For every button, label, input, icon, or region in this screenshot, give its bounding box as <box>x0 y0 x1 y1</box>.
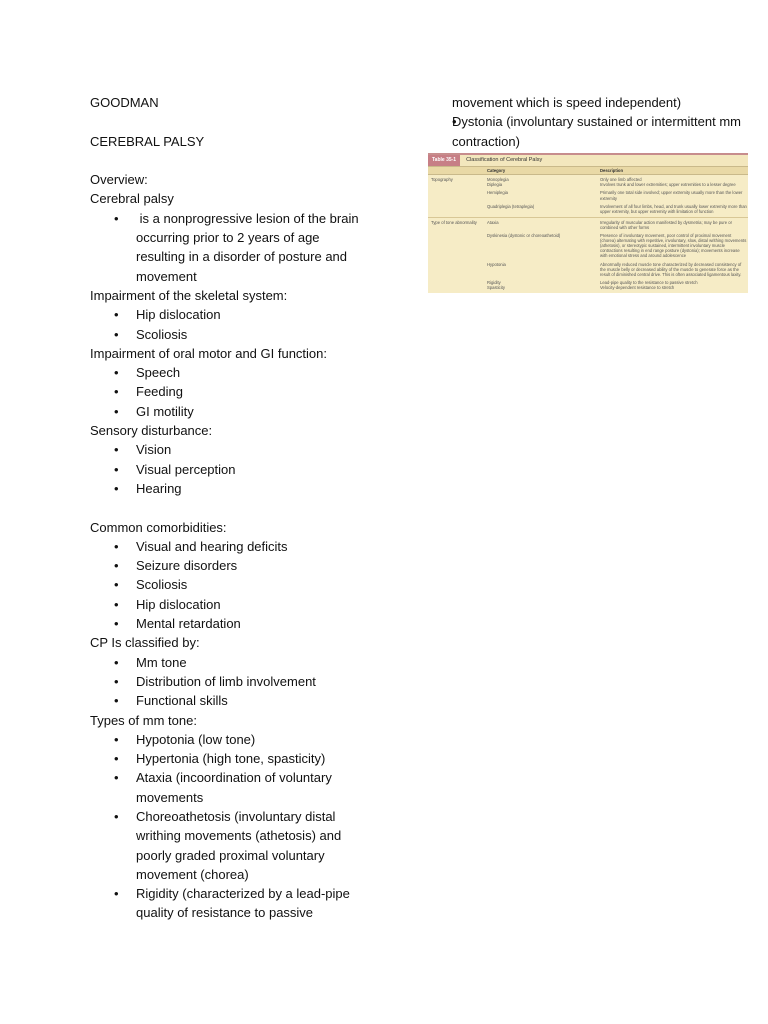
comorbidities-list <box>90 537 370 633</box>
table-title: Classification of Cerebral Palsy <box>466 156 543 163</box>
row-description: Irregularity of muscular action manifested by dysmetria; may be pure or combined with other forms <box>600 220 732 231</box>
row-group-blank <box>428 190 487 200</box>
list-item: • Vision <box>90 440 370 459</box>
row-category: Ataxia <box>487 220 499 226</box>
list-item: • Hip dislocation <box>90 595 370 614</box>
column-header-category: Category <box>487 167 506 173</box>
row-category: Rigidity <box>487 280 501 286</box>
list-item: • Choreoathetosis (involuntary distal writhing movements (athetosis) and poorly graded proximal voluntary movement (chorea) <box>90 807 370 884</box>
rigidity-continuation: movement which is speed independent) <box>452 95 682 110</box>
list-item: • Seizure disorders <box>90 556 370 575</box>
list-item: • Visual perception <box>90 460 370 479</box>
cp-heading: Cerebral palsy <box>90 191 174 207</box>
list-item: • Scoliosis <box>90 325 370 344</box>
row-group-label: Topography <box>431 176 453 182</box>
skeletal-list <box>90 305 370 344</box>
oral-heading: Impairment of oral motor and GI function: <box>90 345 327 361</box>
header-text: GOODMAN <box>90 95 159 110</box>
row-group-blank <box>428 262 487 278</box>
dystonia-text: Dystonia (involuntary sustained or intermittent mm contraction) <box>452 114 742 149</box>
list-item: • Scoliosis <box>90 575 370 594</box>
row-category: Hypotonia <box>487 261 506 267</box>
tone-heading: Types of mm tone: <box>90 712 197 728</box>
list-item: • Mental retardation <box>90 614 370 633</box>
document-title: CEREBRAL PALSY <box>90 133 205 149</box>
list-item: • Feeding <box>90 382 370 401</box>
column-header-description: Description <box>600 167 624 173</box>
table-number: Table 35-1 <box>428 155 460 166</box>
right-column <box>428 93 750 293</box>
classified-list <box>90 653 370 711</box>
list-item: • Visual and hearing deficits <box>90 537 370 556</box>
list-item: • Hearing <box>90 479 370 498</box>
table-row <box>428 285 748 292</box>
row-category: Hemiplegia <box>487 190 508 196</box>
row-group-blank <box>428 204 487 214</box>
classified-heading: CP Is classified by: <box>90 635 200 651</box>
table-row <box>428 204 748 214</box>
column-header-blank <box>428 167 487 174</box>
row-group-label: Type of tone abnormality <box>431 220 477 226</box>
row-group-blank <box>428 233 487 259</box>
row-description: Presence of involuntary movement, poor control of proximal movement (chorea) alternating with repetitive, involuntary, slow, distal writhing movements (athetosis), or stereotypic sustained, intermittent involuntary muscle contractions resulting in end range posture (dystonia); movements increase with emotional stress and around adolescence <box>600 232 747 259</box>
table-row <box>428 217 748 230</box>
list-item: • Hypertonia (high tone, spasticity) <box>90 749 370 768</box>
list-item: • Hip dislocation <box>90 305 370 324</box>
list-item: • Ataxia (incoordination of voluntary movements <box>90 768 370 807</box>
list-item <box>90 209 370 286</box>
row-description: Lead-pipe quality to the resistance to passive stretch <box>600 280 698 286</box>
list-item: • GI motility <box>90 402 370 421</box>
row-category: Monoplegia <box>487 176 509 182</box>
list-item: • Rigidity (characterized by a lead-pipe quality of resistance to passive <box>90 884 370 923</box>
table-row <box>428 233 748 259</box>
list-item: • Distribution of limb involvement <box>90 672 370 691</box>
left-column <box>90 93 370 923</box>
row-group-blank <box>428 285 487 290</box>
row-category: Diplegia <box>487 182 503 188</box>
row-description: Involvement of all four limbs, head, and trunk usually lower extremity more than upper extremity, but upper extremity with limitation of function <box>600 203 747 214</box>
dystonia-list <box>428 112 750 151</box>
table-header <box>428 155 748 167</box>
sensory-heading: Sensory disturbance: <box>90 423 213 439</box>
row-category: Quadriplegia (tetraplegia) <box>487 203 535 209</box>
sensory-list <box>90 440 370 498</box>
list-item: • Functional skills <box>90 691 370 710</box>
classification-table <box>428 153 748 293</box>
cp-definition: is a nonprogressive lesion of the brain occurring prior to 2 years of age resulting in a disorder of posture and movement <box>136 210 359 284</box>
row-description: Only one limb affected <box>600 176 642 182</box>
table-row <box>428 190 748 200</box>
list-item <box>428 112 750 151</box>
list-item: • Speech <box>90 363 370 382</box>
table-row <box>428 262 748 278</box>
row-category: Dyskinesia (dystonic or choreoathetoid) <box>487 232 561 238</box>
list-item: • Mm tone <box>90 653 370 672</box>
list-item: • Hypotonia (low tone) <box>90 730 370 749</box>
cp-definition-list <box>90 209 370 286</box>
oral-list <box>90 363 370 421</box>
skeletal-heading: Impairment of the skeletal system: <box>90 287 288 303</box>
overview-heading: Overview: <box>90 172 148 188</box>
comorbidities-heading: Common comorbidities: <box>90 519 227 535</box>
row-category: Spasticity <box>487 285 505 291</box>
row-description: Primarily one total side involved; upper extremity usually more than the lower extremity <box>600 190 743 201</box>
row-description: Velocity-dependent resistance to stretch <box>600 285 675 291</box>
table-column-headers <box>428 167 748 175</box>
table-row <box>428 182 748 187</box>
row-description: Involves trunk and lower extremities; upper extremities to a lesser degree <box>600 182 736 188</box>
row-group-blank <box>428 182 487 187</box>
row-description: Abnormally reduced muscle tone characterized by decreased consistency of the muscle belly or decreased ability of the muscle to generate force as the result of diminished central drive. This is often associated ligamentous laxity. <box>600 261 742 277</box>
tone-list <box>90 730 370 923</box>
